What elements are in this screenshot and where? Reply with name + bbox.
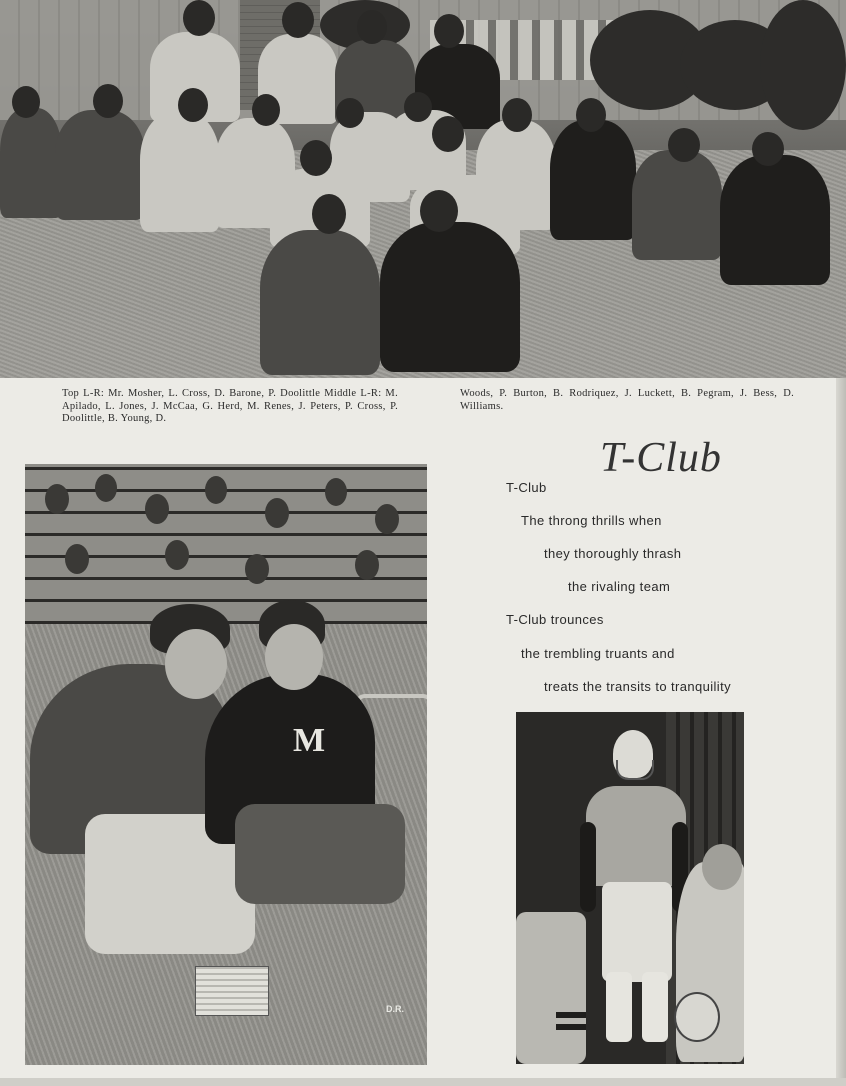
seated-player-head [702,844,742,890]
poem-line: The throng thrills when [521,513,662,528]
page-bottom-edge [0,1078,846,1086]
crowd-figure [325,478,347,506]
lunchbox [195,966,269,1016]
helmet-facemask [616,760,654,780]
person-head [576,98,606,132]
player-arm [580,822,596,912]
player-leg [642,972,668,1042]
person [140,112,220,232]
crowd-figure [165,540,189,570]
person [632,150,722,260]
player-leg [606,972,632,1042]
photo-caption-left: Top L-R: Mr. Mosher, L. Cross, D. Barone, P. Doolittle Middle L-R: M. Apilado, L. Jones, J. McCaa, G. Herd, M. Renes, J. Peters, P. Cross, P. Doolittle, B. Young, D. [62,388,398,424]
football-players-photo [516,712,744,1064]
person-head [336,98,364,128]
page-title: T-Club [600,435,722,481]
person-head [434,14,464,48]
poem-line: they thoroughly thrash [544,546,682,561]
uniform-stripe [556,1012,586,1018]
photo-caption-right: Woods, P. Burton, B. Rodriquez, J. Luckett, B. Pegram, J. Bess, D. Williams. [460,388,794,412]
poem-line: the trembling truants and [521,646,675,661]
letter-jacket-m: M [293,722,326,759]
crowd-figure [245,554,269,584]
poem-line: treats the transits to tranquility [544,679,732,694]
person-head [752,132,784,166]
crowd-figure [65,544,89,574]
crowd-figure [45,484,69,514]
player-jersey [586,786,686,886]
photo-credit: D.R. [386,1004,404,1014]
person [0,108,62,218]
person-head [252,94,280,126]
person [260,230,380,375]
crowd-figure [375,504,399,534]
crowd-figure [95,474,117,502]
poem-line: the rivaling team [568,579,671,594]
person-head [668,128,700,162]
poem-line: T-Club trounces [506,612,604,627]
person [720,155,830,285]
person-head [404,92,432,122]
crowd-figure [355,550,379,580]
student-left-face [165,629,227,699]
crowd-figure [205,476,227,504]
group-photo [0,0,846,378]
person-head [432,116,464,152]
person-head [312,194,346,234]
person-head [183,0,215,36]
person-head [12,86,40,118]
person [550,120,636,240]
uniform-stripe [556,1024,586,1030]
crowd-figure [145,494,169,524]
person-head [420,190,458,232]
person-head [502,98,532,132]
tree [760,0,846,130]
students-at-game-photo [25,464,427,1065]
person [380,222,520,372]
person-head [300,140,332,176]
person-head [178,88,208,122]
crowd-figure [265,498,289,528]
football-helmet [674,992,720,1042]
seated-player-left [516,912,586,1064]
student-right-face [265,624,323,690]
student-right-pants [235,804,405,904]
player-pants [602,882,672,982]
person-head [93,84,123,118]
person-head [357,10,387,44]
poem-line: T-Club [506,480,547,495]
person-head [282,2,314,38]
person [55,110,145,220]
